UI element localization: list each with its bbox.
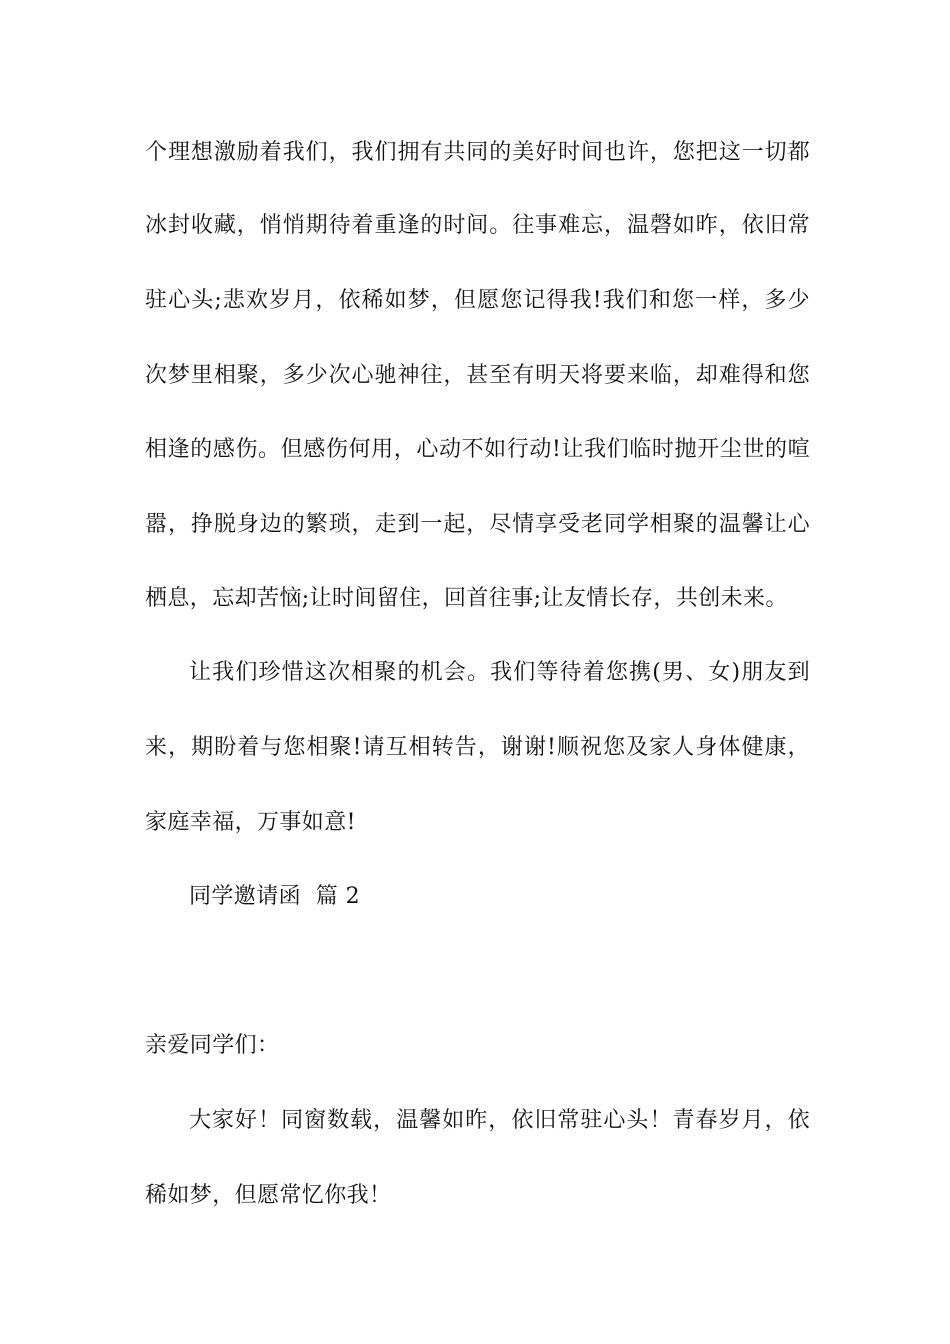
paragraph-line-6: 嚣，挣脱身边的繁琐，走到一起，尽情享受老同学相聚的温馨让心 — [145, 512, 810, 537]
salutation: 亲爱同学们： — [145, 1033, 280, 1058]
paragraph-line-7: 栖息，忘却苦恼;让时间留住，回首往事;让友情长存，共创未来。 — [145, 586, 788, 611]
paragraph-line-8: 让我们珍惜这次相聚的机会。我们等待着您携(男、女)朋友到 — [189, 660, 810, 685]
section-heading: 同学邀请函 篇 2 — [189, 884, 360, 909]
paragraph-line-1: 个理想激励着我们，我们拥有共同的美好时间也许，您把这一切都 — [145, 140, 810, 165]
paragraph-line-12: 稀如梦，但愿常忆你我！ — [145, 1183, 392, 1208]
paragraph-line-2: 冰封收藏，悄悄期待着重逢的时间。往事难忘，温磬如昨，依旧常 — [145, 213, 810, 238]
paragraph-line-4: 次梦里相聚，多少次心驰神往，甚至有明天将要来临，却难得和您 — [145, 363, 810, 388]
paragraph-line-3: 驻心头;悲欢岁月，依稀如梦，但愿您记得我!我们和您一样，多少 — [145, 288, 810, 313]
paragraph-line-5: 相逢的感伤。但感伤何用，心动不如行动!让我们临时抛开尘世的喧 — [145, 437, 810, 462]
paragraph-line-10: 家庭幸福，万事如意! — [145, 810, 356, 835]
paragraph-line-9: 来，期盼着与您相聚!请互相转告，谢谢!顺祝您及家人身体健康， — [145, 735, 810, 760]
paragraph-line-11: 大家好！同窗数载，温馨如昨，依旧常驻心头！青春岁月，依 — [189, 1108, 810, 1133]
